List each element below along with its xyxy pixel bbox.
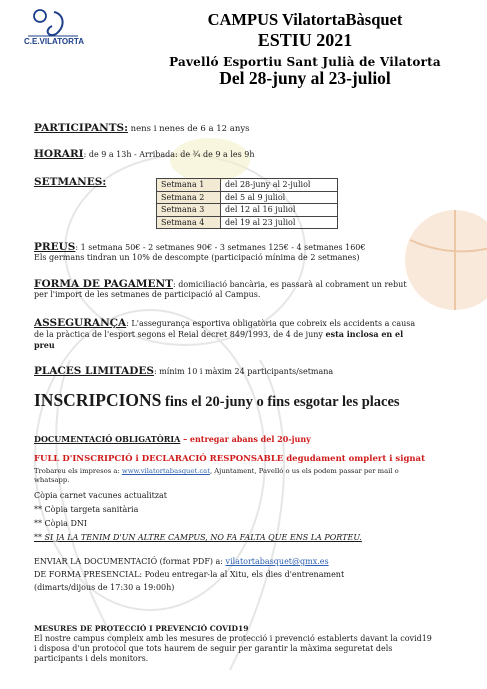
participants-line: [34, 123, 474, 134]
email-link[interactable]: vilatortabasquet@gmx.es: [225, 557, 329, 566]
season-title: ESTIU 2021: [257, 30, 353, 50]
places-label: PLACES LIMITADES: [34, 365, 154, 377]
campus-dates: Del 28-juny al 23-juliol: [219, 68, 391, 88]
full-inscripcio: FULL D'INSCRIPCIÓ i DECLARACIÓ RESPONSABLE degudament omplert i signat: [34, 454, 425, 464]
asseguranca-line2: de la pràctica de l'esport segons el Reial decret 849/1993, de 4 de juny: [34, 330, 326, 339]
asseguranca-included: esta inclosa en el: [325, 329, 404, 339]
table-row: [157, 191, 338, 204]
week-name: Setmana 1: [157, 179, 221, 192]
week-dates: del 5 al 9 juliol: [221, 191, 338, 204]
venue: Pavelló Esportiu Sant Julià de Vilatorta: [169, 55, 441, 69]
horari-line: [34, 149, 474, 160]
participants-text: nens i nenes de 6 a 12 anys: [127, 124, 250, 134]
preus-discount: Els germans tindran un 10% de descompte (participació mínima de 2 setmanes): [34, 253, 360, 262]
pagament-label: FORMA DE PAGAMENT: [34, 278, 173, 290]
preus-block: [34, 242, 474, 263]
asseguranca-text: : L'assegurança esportiva obligatòria que cobreix els accidents a causa: [126, 319, 416, 328]
horari-label: HORARI: [34, 148, 84, 160]
inscripcions-word: INSCRIPCIONS: [34, 390, 162, 410]
trobareu-text-3: whatsapp.: [34, 476, 70, 484]
table-row: [157, 204, 338, 217]
week-name: Setmana 3: [157, 204, 221, 217]
pagament-line2: per l'import de les setmanes de participació al Campus.: [34, 290, 261, 299]
pagament-text: : domiciliació bancària, es passarà al cobrament un rebut: [172, 280, 407, 289]
trobareu-text: Trobareu els impresos a:: [34, 467, 122, 475]
covid-line-2: i disposa d'un protocol que tots haurem de seguir per garantir la màxima seguretat dels: [34, 644, 393, 653]
presencial-dies: (dimarts/dijous de 17:30 a 19:00h): [34, 583, 175, 592]
table-row: [157, 179, 338, 192]
horari-text: : de 9 a 13h - Arribada: de ¾ de 9 a les 9h: [83, 150, 255, 159]
week-dates: del 12 al 16 juliol: [221, 204, 338, 217]
covid-text: [34, 634, 474, 664]
enviar-line: [34, 557, 474, 567]
doc-item-3: ** Còpia DNI: [34, 519, 88, 528]
asseguranca-label: ASSEGURANÇA: [34, 317, 127, 329]
club-logo: [18, 8, 100, 48]
enviar-text: ENVIAR LA DOCUMENTACIÓ (format PDF) a:: [34, 557, 226, 566]
preus-label: PREUS: [34, 241, 76, 253]
places-line: [34, 366, 474, 377]
campus-title: CAMPUS VilatortaBàsquet: [207, 10, 403, 29]
places-text: : mínim 10 i màxim 24 participants/setmana: [153, 367, 334, 376]
documentacio-deadline: – entregar abans del 20-juny: [180, 434, 311, 444]
documentacio-label: DOCUMENTACIÓ OBLIGATÒRIA: [34, 434, 181, 444]
table-row: [157, 216, 338, 229]
weeks-table: [156, 178, 338, 229]
doc-note: ** SI JA LA TENIM D'UN ALTRE CAMPUS, NO FA FALTA QUE ENS LA PORTEU.: [34, 533, 362, 542]
covid-line-1: El nostre campus compleix amb les mesures de protecció i prevenció establerts davant la covid19: [34, 634, 432, 643]
doc-item-1: Còpia carnet vacunes actualitzat: [34, 491, 168, 500]
covid-title: MESURES DE PROTECCIÓ I PREVENCIÓ COVID19: [34, 624, 249, 633]
week-dates: del 19 al 23 juliol: [221, 216, 338, 229]
documentacio-heading: [34, 434, 474, 445]
website-link[interactable]: www.vilatortabasquet.cat: [121, 467, 210, 475]
week-name: Setmana 4: [157, 216, 221, 229]
covid-line-3: participants i dels monitors.: [34, 654, 149, 663]
club-logo-text: C.E.VILATORTA: [24, 37, 84, 46]
asseguranca-preu: preu: [34, 340, 55, 350]
week-name: Setmana 2: [157, 191, 221, 204]
pagament-block: [34, 279, 474, 300]
setmanes-label: SETMANES:: [34, 176, 107, 188]
inscripcions-heading: [34, 390, 400, 411]
trobareu-line: [34, 467, 474, 485]
trobareu-text-2: , Ajuntament, Pavelló o us els podem passar per mail o: [209, 467, 399, 475]
week-dates: del 28-juny al 2-juliol: [221, 179, 338, 192]
preus-text: : 1 setmana 50€ - 2 setmanes 90€ - 3 setmanes 125€ - 4 setmanes 160€: [75, 243, 366, 252]
inscripcions-deadline: fins el 20-juny o fins esgotar les places: [161, 394, 400, 410]
doc-item-2: ** Còpia targeta sanitària: [34, 505, 139, 514]
asseguranca-block: [34, 318, 474, 351]
presencial-line: DE FORMA PRESENCIAL: Podeu entregar-la al Xitu, els dies d'entrenament: [34, 570, 345, 579]
participants-label: PARTICIPANTS:: [34, 122, 128, 134]
